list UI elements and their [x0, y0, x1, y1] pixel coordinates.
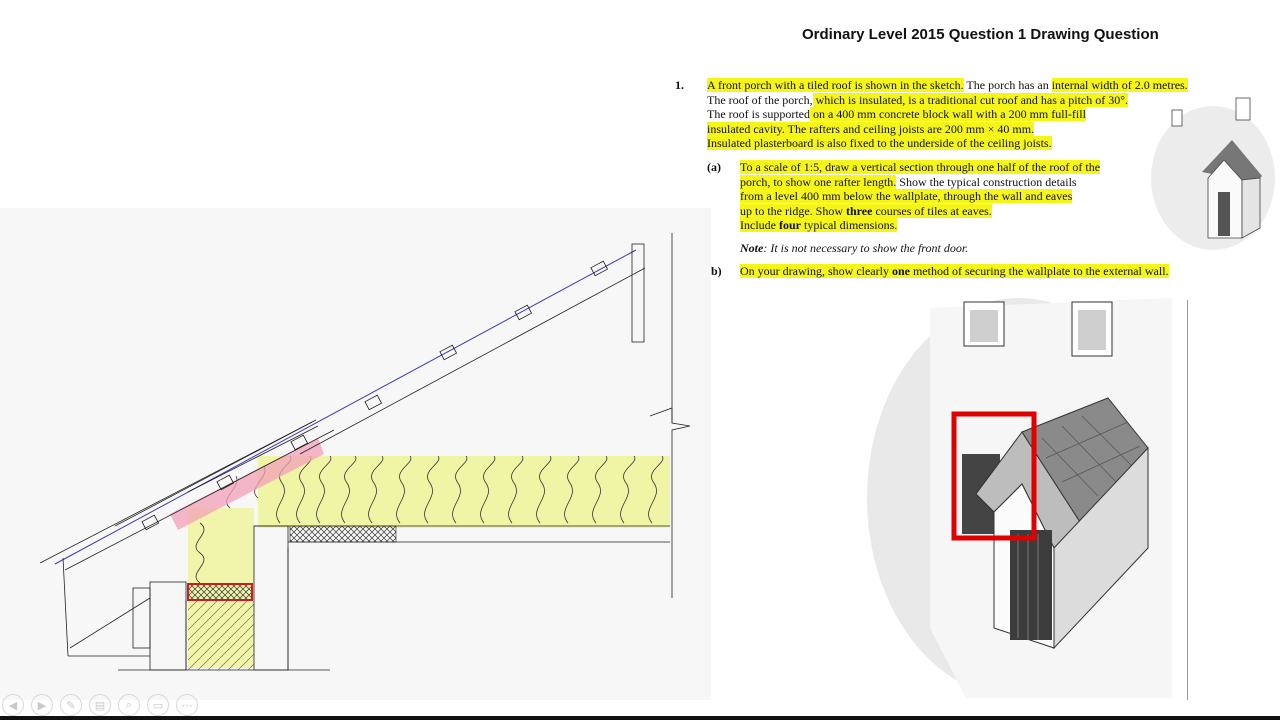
- text-segment: typical dimensions.: [800, 218, 898, 232]
- wallplate: [188, 584, 252, 600]
- subtitles-button[interactable]: ▭: [147, 694, 169, 716]
- next-button[interactable]: ▶: [31, 694, 53, 716]
- text-segment: one: [891, 264, 910, 278]
- text-line: [740, 175, 1100, 190]
- question-number: 1.: [675, 78, 684, 92]
- text-line: [740, 204, 1100, 219]
- text-segment: To a scale of 1:5, draw a vertical section through one half of the roof of the: [740, 160, 1101, 174]
- slide-title: Ordinary Level 2015 Question 1 Drawing Question: [802, 26, 1159, 43]
- text-segment: Include: [740, 218, 779, 232]
- text-line: [740, 218, 1100, 233]
- text-segment: four: [778, 218, 801, 232]
- bottom-bar: [0, 716, 1280, 720]
- text-segment: from a level 400 mm below the wallplate, through the wall and eaves: [740, 189, 1073, 203]
- text-segment: up to the ridge. Show: [740, 203, 846, 218]
- slide-divider: [1187, 300, 1188, 700]
- more-button[interactable]: ⋯: [176, 694, 198, 716]
- text-segment: The porch has an: [963, 78, 1052, 92]
- ridge-board: [632, 244, 644, 342]
- text-line: [740, 189, 1100, 204]
- text-segment: porch, to show one rafter length.: [740, 174, 897, 189]
- text-segment: On your drawing, show clearly: [740, 264, 892, 278]
- text-segment: Insulated plasterboard is also fixed to the underside of the ceiling joists.: [707, 136, 1052, 150]
- note-label: Note: [740, 241, 764, 255]
- inner-leaf: [188, 600, 254, 670]
- text-segment: courses of tiles at eaves.: [872, 203, 992, 218]
- text-segment: which is insulated, is a traditional cut roof and has a pitch of 30°.: [812, 92, 1129, 107]
- text-segment: The roof is supported: [707, 107, 810, 121]
- porch-sketch-large: [866, 298, 1172, 700]
- part-a-label: (a): [707, 160, 721, 174]
- part-a-text: [740, 160, 1100, 233]
- text-line: [707, 78, 1237, 93]
- part-b-text: [740, 264, 1169, 279]
- slides-button[interactable]: ▤: [89, 694, 111, 716]
- text-line: [740, 160, 1100, 175]
- zoom-button[interactable]: ⌕: [118, 694, 140, 716]
- note-text: : It is not necessary to show the front door.: [763, 241, 969, 255]
- text-segment: The roof of the porch,: [707, 92, 813, 107]
- pen-button[interactable]: ✎: [60, 694, 82, 716]
- part-b-label: b): [711, 264, 722, 278]
- prev-button[interactable]: ◀: [2, 694, 24, 716]
- porch-sketch-small: [1150, 92, 1276, 256]
- text-segment: insulated cavity. The rafters and ceiling joists are 200 mm × 40 mm.: [707, 121, 1035, 136]
- ceiling-insulation: [258, 456, 670, 528]
- text-segment: on a 400 mm concrete block wall with a 200 mm full-fill: [809, 107, 1086, 121]
- roof-section-drawing: [0, 208, 711, 700]
- text-segment: three: [846, 203, 873, 218]
- ceiling-hatch: [290, 526, 396, 542]
- text-segment: Show the typical construction details: [896, 174, 1077, 189]
- presentation-toolbar: [2, 694, 198, 716]
- text-segment: internal width of 2.0 metres.: [1051, 78, 1188, 92]
- text-segment: method of securing the wallplate to the external wall.: [909, 264, 1169, 278]
- note: [740, 241, 968, 256]
- text-segment: A front porch with a tiled roof is shown in the sketch.: [707, 78, 964, 92]
